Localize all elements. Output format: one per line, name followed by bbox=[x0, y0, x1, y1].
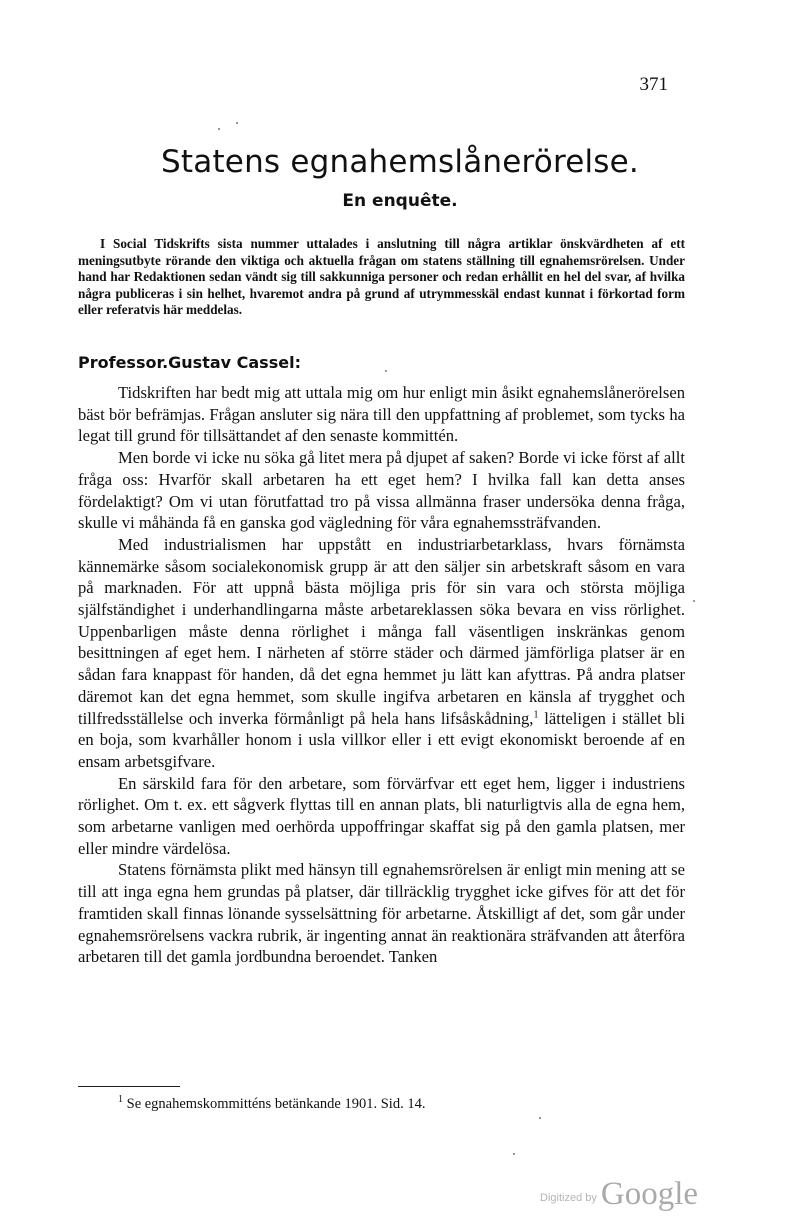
author-heading: Professor.Gustav Cassel: bbox=[78, 353, 301, 372]
page-number: 371 bbox=[639, 74, 668, 95]
watermark-prefix: Digitized by bbox=[540, 1192, 597, 1204]
footnote-number: 1 bbox=[118, 1094, 123, 1105]
scan-speck bbox=[693, 600, 695, 602]
scan-speck bbox=[539, 1117, 541, 1119]
body-paragraph: Tidskriften har bedt mig att uttala mig om hur enligt min åsikt egnahemslånerörelsen bäst bör befrämjas. Frågan ansluter sig nära till den uppfattning af problemet, som tycks ha legat till grund för tillsättandet af den senaste kommittén. bbox=[78, 383, 685, 446]
google-logo: Google bbox=[600, 1176, 699, 1212]
page-title: Statens egnahemslånerörelse. bbox=[161, 144, 639, 180]
body-paragraph-continuation: lätteligen i stället bli en boja, som kvarhåller honom i usla villkor eller i ett evigt ekonomiskt beroende af en ensam arbetsgifvare. bbox=[78, 708, 685, 771]
scan-speck bbox=[236, 122, 238, 124]
body-paragraph: Men borde vi icke nu söka gå litet mera på djupet af saken? Borde vi icke först af allt fråga oss: Hvarför skall arbetaren ha ett eget hem? I hvilka fall kan detta anses fördelaktigt? Om vi utan förutfattad tro på vissa allmänna fraser undersöka denna fråga, skulle vi måhända få en ganska god vägledning för våra egnahemssträfvanden. bbox=[78, 448, 685, 533]
digitized-watermark bbox=[540, 1176, 698, 1213]
body-paragraph bbox=[78, 534, 685, 773]
footnote-text: Se egnahemskommitténs betänkande 1901. Sid. 14. bbox=[126, 1095, 426, 1112]
footnote bbox=[118, 1094, 425, 1113]
article-body bbox=[78, 382, 685, 968]
intro-paragraph: I Social Tidskrifts sista nummer uttalades i anslutning till några artiklar önskvärdheten af ett meningsutbyte rörande den viktiga och aktuella frågan om statens ställning till egnahemsrörelsen. Under hand har Redaktionen sedan vändt sig till sakkunniga personer och redan erhållit en hel del svar, af hvilka några publiceras i sin helhet, hvaremot andra på grund af utrymmesskäl endast kunnat i förkortad form eller referatvis här meddelas. bbox=[78, 236, 685, 317]
footnote-divider bbox=[78, 1086, 180, 1087]
body-paragraph: En särskild fara för den arbetare, som förvärfvar ett eget hem, ligger i industriens rörlighet. Om t. ex. ett sågverk flyttas till en annan plats, bli naturligtvis alla de egna hem, som arbetarne vanligen med oerhörda uppoffringar skaffat sig på den gamla platsen, mer eller mindre värdelösa. bbox=[78, 773, 685, 858]
body-paragraph: Statens förnämsta plikt med hänsyn till egnahemsrörelsen är enligt min mening att se till att inga egna hem grundas på platser, där tillräcklig trygghet icke gifves för att det för framtiden skall finnas lönande sysselsättning för arbetarne. Åtskilligt af det, som går under egnahemsrörelsens vackra rubrik, är ingenting annat än reaktionära sträfvanden att återföra arbetaren till det gamla jordbundna beroendet. Tanken bbox=[78, 860, 685, 967]
scan-speck bbox=[513, 1153, 515, 1155]
body-paragraph-text: Med industrialismen har uppstått en industriarbetarklass, hvars förnämsta kännemärke såsom socialekonomisk grupp är att den säljer sin arbetskraft såsom en vara på marknaden. För att uppnå bästa möjliga pris för sin vara och största möjliga själfständighet i underhandlingarna måste arbetareklassen söka bevara en viss rörlighet. Uppenbarligen måste denna rörlighet i många fall väsentligen inskränkas genom besittningen af eget hem. I närheten af större städer och därmed jämförliga platser är en sådan fara knappast för handen, då det egna hemmet ju lätt kan afyttras. På andra platser däremot kan det egna hemmet, som skulle ingifva arbetaren en känsla af trygghet och tillfredsställelse och inverka förmånligt på hela hans lifsåskådning, bbox=[78, 534, 685, 728]
page-subtitle: En enquête. bbox=[342, 191, 458, 211]
footnote-marker[interactable]: 1 bbox=[533, 709, 539, 721]
scan-speck bbox=[218, 128, 220, 130]
scan-speck bbox=[385, 370, 387, 372]
